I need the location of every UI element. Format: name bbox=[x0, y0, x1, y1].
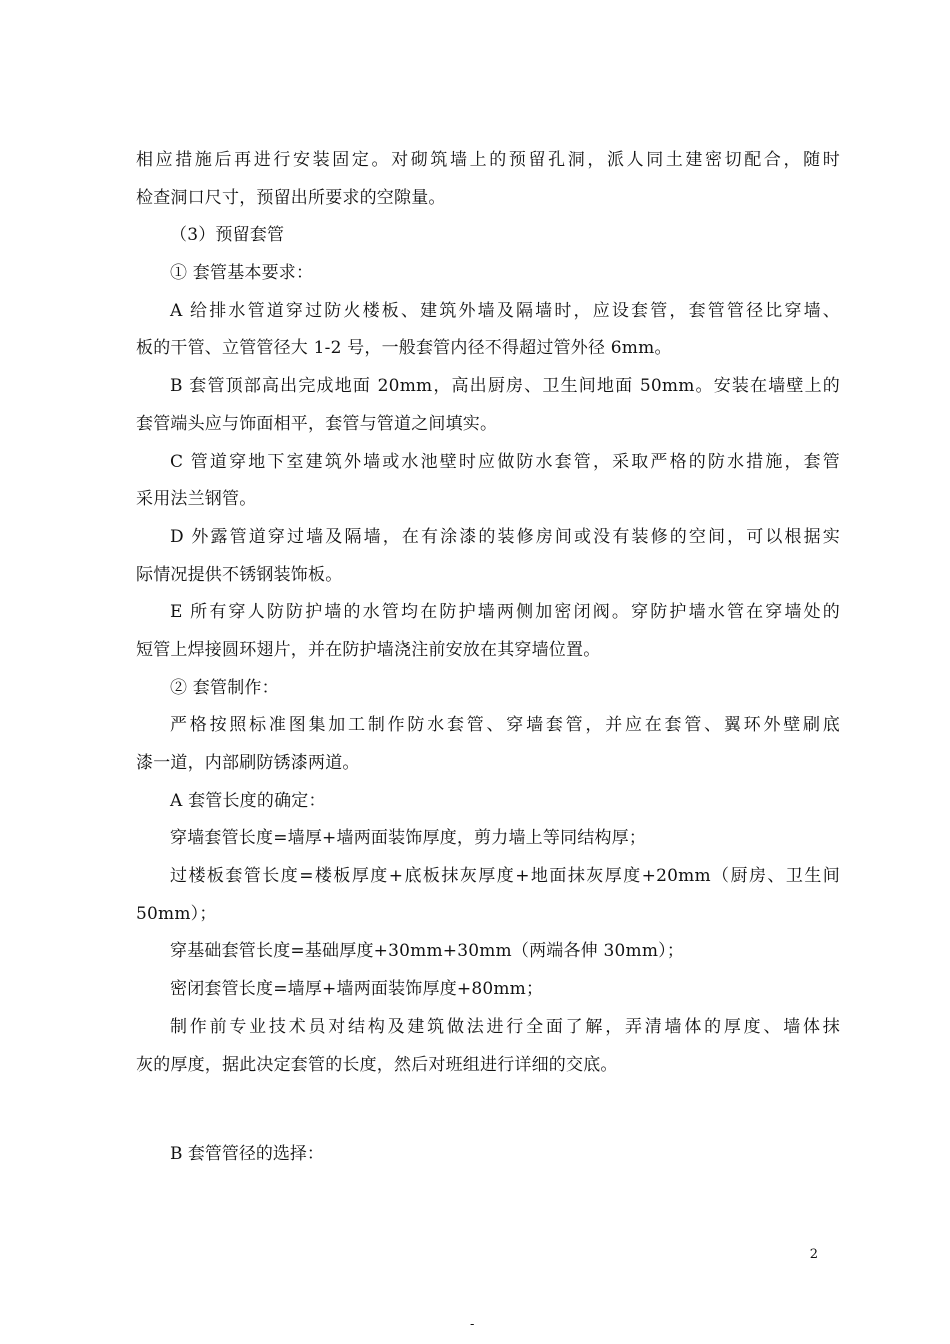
section-heading-b: B 套管管径的选择： bbox=[170, 1144, 324, 1164]
text-line: 套管端头应与饰面相平，套管与管道之间填实。 bbox=[136, 413, 498, 434]
text-line: 采用法兰钢管。 bbox=[136, 489, 257, 510]
text-line: A 给排水管道穿过防火楼板、建筑外墙及隔墙时，应设套管，套管管径比穿墙、 bbox=[170, 300, 840, 321]
text-line: 灰的厚度，据此决定套管的长度，然后对班组进行详细的交底。 bbox=[136, 1054, 618, 1075]
text-line: E 所有穿人防防护墙的水管均在防护墙两侧加密闭阀。穿防护墙水管在穿墙处的 bbox=[170, 602, 840, 623]
text-line: D 外露管道穿过墙及隔墙，在有涂漆的装修房间或没有装修的空间，可以根据实 bbox=[170, 526, 840, 547]
text-line: 检查洞口尺寸，预留出所要求的空隙量。 bbox=[136, 187, 446, 208]
page-number: 2 bbox=[809, 1247, 818, 1262]
text-line: C 管道穿地下室建筑外墙或水池壁时应做防水套管，采取严格的防水措施，套管 bbox=[170, 451, 840, 472]
text-line: A 套管长度的确定： bbox=[170, 790, 326, 811]
text-line: ① 套管基本要求： bbox=[170, 263, 314, 284]
text-line: （3）预留套管 bbox=[170, 225, 285, 246]
text-line: B 套管顶部高出完成地面 20mm，高出厨房、卫生间地面 50mm。安装在墙壁上的 bbox=[170, 376, 840, 397]
body-text bbox=[136, 142, 840, 1084]
text-line: 穿墙套管长度=墙厚+墙两面装饰厚度，剪力墙上等同结构厚； bbox=[170, 828, 647, 849]
text-line: 漆一道，内部刷防锈漆两道。 bbox=[136, 753, 360, 773]
text-line: 严格按照标准图集加工制作防水套管、穿墙套管，并应在套管、翼环外壁刷底 bbox=[170, 715, 840, 736]
text-line: 过楼板套管长度=楼板厚度+底板抹灰厚度+地面抹灰厚度+20mm（厨房、卫生间 bbox=[170, 866, 840, 887]
text-line: 板的干管、立管管径大 1-2 号，一般套管内径不得超过管外径 6mm。 bbox=[136, 338, 672, 359]
text-line: 密闭套管长度=墙厚+墙两面装饰厚度+80mm； bbox=[170, 979, 544, 1000]
footer-mark: - bbox=[470, 1317, 475, 1332]
text-line: 短管上焊接圆环翅片，并在防护墙浇注前安放在其穿墙位置。 bbox=[136, 639, 601, 660]
text-line: ② 套管制作： bbox=[170, 677, 279, 698]
text-line: 际情况提供不锈钢装饰板。 bbox=[136, 564, 343, 585]
text-line: 穿基础套管长度=基础厚度+30mm+30mm（两端各伸 30mm）； bbox=[170, 941, 685, 962]
text-line: 相应措施后再进行安装固定。对砌筑墙上的预留孔洞，派人同土建密切配合，随时 bbox=[136, 150, 840, 170]
text-line: 制作前专业技术员对结构及建筑做法进行全面了解，弄清墙体的厚度、墙体抹 bbox=[170, 1016, 840, 1037]
text-line: 50mm）； bbox=[136, 903, 217, 924]
